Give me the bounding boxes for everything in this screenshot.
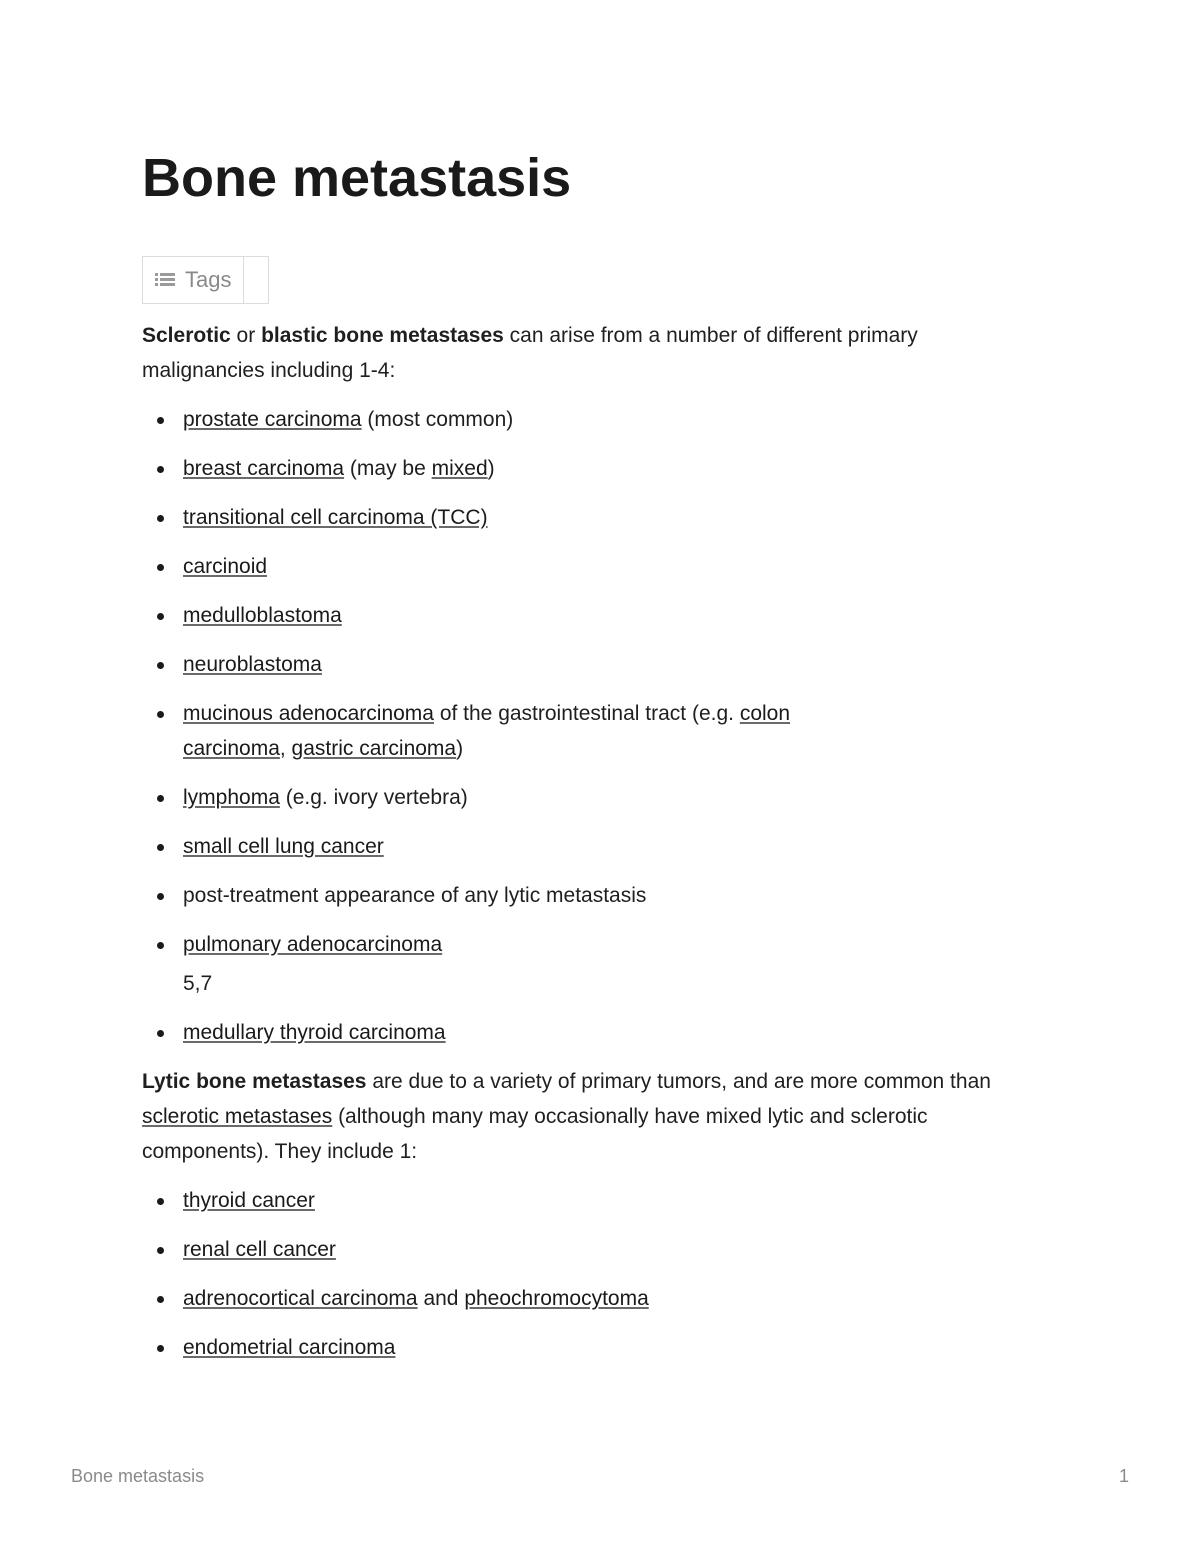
tags-value-cell[interactable] <box>244 257 268 303</box>
link-mixed[interactable]: mixed <box>431 457 488 480</box>
link-pulmonary-adenocarcinoma[interactable]: pulmonary adenocarcinoma <box>183 933 443 956</box>
list-item <box>183 1015 1042 1050</box>
list-item <box>183 1183 1042 1218</box>
link-thyroid-cancer[interactable]: thyroid cancer <box>183 1189 315 1212</box>
link-prostate-carcinoma[interactable]: prostate carcinoma <box>183 408 362 431</box>
list-item <box>183 1330 1042 1365</box>
intro-text: are due to a variety of primary tumors, and are more common than <box>366 1070 991 1093</box>
list-item <box>183 647 1042 682</box>
link-medullary-thyroid-carcinoma[interactable]: medullary thyroid carcinoma <box>183 1021 446 1044</box>
link-endometrial-carcinoma[interactable]: endometrial carcinoma <box>183 1336 396 1359</box>
list-item <box>183 451 1042 486</box>
link-medulloblastoma[interactable]: medulloblastoma <box>183 604 342 627</box>
link-pheochromocytoma[interactable]: pheochromocytoma <box>464 1287 649 1310</box>
item-text: ) <box>487 457 495 480</box>
link-small-cell-lung-cancer[interactable]: small cell lung cancer <box>183 835 384 858</box>
link-renal-cell-cancer[interactable]: renal cell cancer <box>183 1238 336 1261</box>
reference-text: 5,7 <box>183 972 213 995</box>
item-text: and <box>417 1287 465 1310</box>
reference-line <box>183 966 1042 1001</box>
link-neuroblastoma[interactable]: neuroblastoma <box>183 653 322 676</box>
intro-text: can arise from a number of different primary malignancies including 1-4: <box>142 324 918 382</box>
list-item <box>183 1232 1042 1267</box>
intro-text: (although many may occasionally have mixed lytic and sclerotic components). They include 1: <box>142 1105 928 1163</box>
list-item <box>183 878 1042 913</box>
link-gastric-carcinoma[interactable]: gastric carcinoma <box>291 737 457 760</box>
tags-label: Tags <box>185 267 232 292</box>
list-item <box>183 402 1042 437</box>
list-item <box>183 598 1042 633</box>
list-item <box>183 549 1042 584</box>
list-item <box>183 829 1042 864</box>
list-icon <box>155 273 175 287</box>
link-sclerotic-metastases[interactable]: sclerotic metastases <box>142 1105 333 1128</box>
bold-term: blastic bone metastases <box>261 324 504 347</box>
sclerotic-list <box>142 402 1042 1050</box>
link-lymphoma[interactable]: lymphoma <box>183 786 280 809</box>
bold-term: Lytic bone metastases <box>142 1070 367 1093</box>
link-colon-carcinoma[interactable]: colon carcinoma <box>183 702 791 760</box>
footer-doc-name: Bone metastasis <box>71 1466 205 1486</box>
footer-page-number: 1 <box>1118 1466 1129 1486</box>
intro-text: or <box>230 324 262 347</box>
lytic-list <box>142 1183 1042 1365</box>
sclerotic-intro <box>142 318 1042 388</box>
link-mucinous-adenocarcinoma[interactable]: mucinous adenocarcinoma <box>183 702 434 725</box>
list-item <box>183 696 883 766</box>
article-body <box>142 318 1042 1379</box>
link-carcinoid[interactable]: carcinoid <box>183 555 268 578</box>
lytic-intro <box>142 1064 1042 1169</box>
item-text: (most common) <box>361 408 514 431</box>
item-text: (e.g. ivory vertebra) <box>279 786 468 809</box>
link-transitional-cell-carcinoma[interactable]: transitional cell carcinoma (TCC) <box>183 506 488 529</box>
tags-label-cell <box>143 257 244 303</box>
list-item <box>183 927 1042 962</box>
link-adrenocortical-carcinoma[interactable]: adrenocortical carcinoma <box>183 1287 418 1310</box>
item-text: , <box>279 737 292 760</box>
item-text: of the gastrointestinal tract (e.g. <box>433 702 740 725</box>
list-item <box>183 780 1042 815</box>
item-text: (may be <box>344 457 432 480</box>
page-title: Bone metastasis <box>142 148 572 208</box>
item-text: ) <box>456 737 464 760</box>
bold-term: Sclerotic <box>142 324 231 347</box>
tags-property[interactable] <box>142 256 269 304</box>
link-breast-carcinoma[interactable]: breast carcinoma <box>183 457 345 480</box>
item-text: post-treatment appearance of any lytic metastasis <box>183 884 647 907</box>
list-item <box>183 1281 1042 1316</box>
list-item <box>183 500 1042 535</box>
